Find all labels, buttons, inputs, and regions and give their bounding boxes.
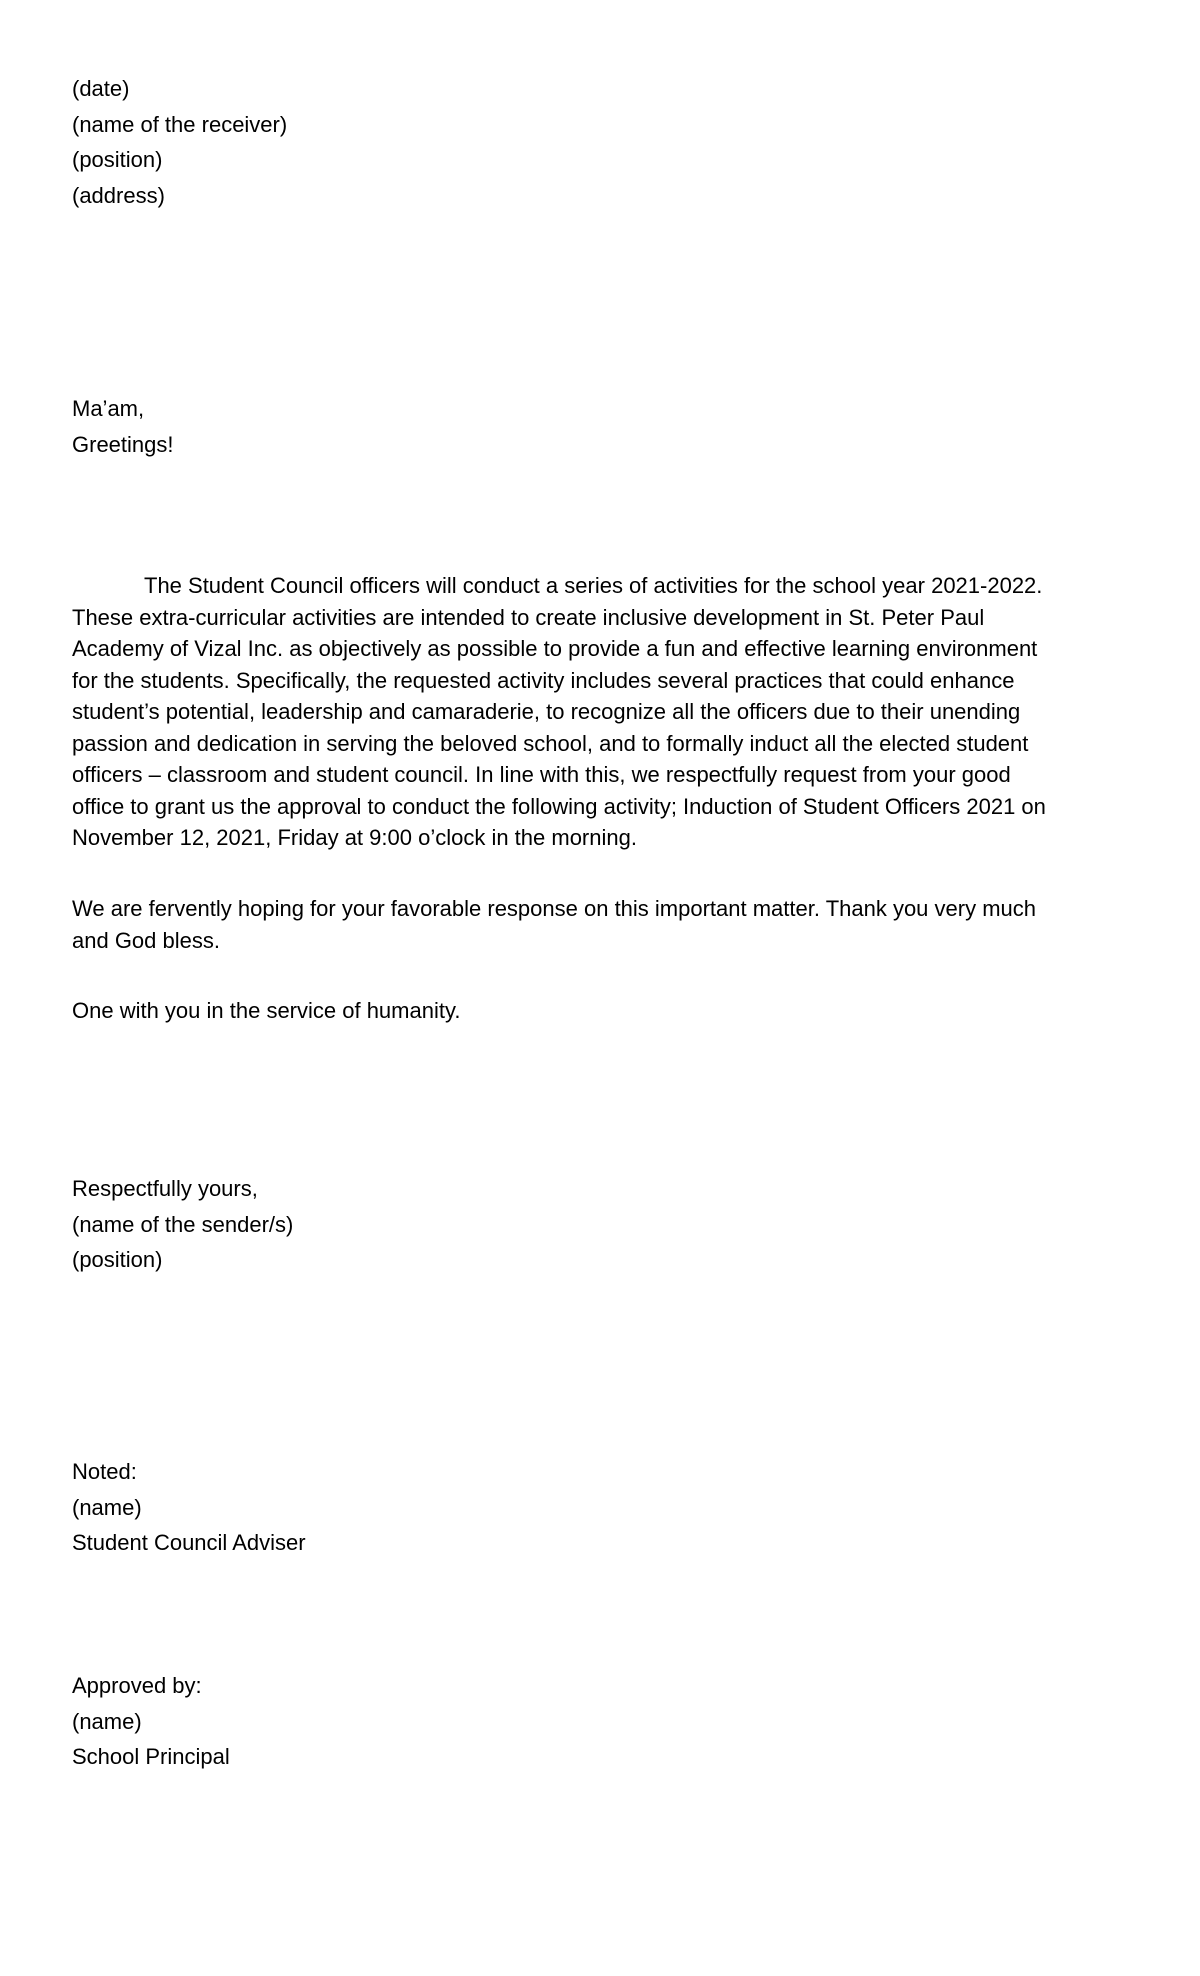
paragraph-line: We are fervently hoping for your favorable response on this important matter. Thank you very much <box>72 896 1037 921</box>
paragraph-line: student’s potential, leadership and camaraderie, to recognize all the officers due to their unending <box>72 699 1021 724</box>
paragraph-line: November 12, 2021, Friday at 9:00 o’clock in the morning. <box>72 825 637 850</box>
paragraph-line: officers – classroom and student council. In line with this, we respectfully request from your good <box>72 762 1011 787</box>
sender-position: (position) <box>72 1247 163 1273</box>
paragraph-line: for the students. Specifically, the requested activity includes several practices that could enhance <box>72 667 1015 693</box>
paragraph-line: and God bless. <box>72 927 220 953</box>
paragraph-line: These extra-curricular activities are intended to create inclusive development in St. Peter Paul <box>72 604 985 630</box>
body-paragraph-2 <box>72 893 1036 956</box>
receiver-name: (name of the receiver) <box>72 111 288 137</box>
closing-block <box>72 1171 293 1278</box>
paragraph-line: One with you in the service of humanity. <box>72 998 461 1023</box>
complimentary-close: Respectfully yours, <box>72 1176 258 1201</box>
approved-block <box>72 1668 230 1775</box>
approved-label: Approved by: <box>72 1673 202 1698</box>
paragraph-line: passion and dedication in serving the beloved school, and to formally induct all the elected student <box>72 730 1029 756</box>
sender-name: (name of the sender/s) <box>72 1211 294 1237</box>
salutation <box>72 391 174 462</box>
body-paragraph-1 <box>72 570 1046 854</box>
noted-name: (name) <box>72 1494 142 1520</box>
receiver-block <box>72 71 287 214</box>
receiver-address: (address) <box>72 183 165 209</box>
noted-label: Noted: <box>72 1459 137 1484</box>
paragraph-line: Academy of Vizal Inc. as objectively as possible to provide a fun and effective learning environment <box>72 636 1038 661</box>
noted-block <box>72 1454 306 1561</box>
paragraph-line: The Student Council officers will conduct a series of activities for the school year 2021-2022. <box>144 573 1043 598</box>
noted-title: Student Council Adviser <box>72 1530 306 1556</box>
paragraph-line: office to grant us the approval to conduct the following activity; Induction of Student Officers 2021 on <box>72 793 1046 819</box>
receiver-position: (position) <box>72 147 163 173</box>
body-paragraph-3 <box>72 995 460 1027</box>
salutation-line: Ma’am, <box>72 396 145 421</box>
approved-name: (name) <box>72 1708 142 1734</box>
greeting-line: Greetings! <box>72 431 174 457</box>
date: (date) <box>72 76 130 101</box>
approved-title: School Principal <box>72 1744 230 1770</box>
